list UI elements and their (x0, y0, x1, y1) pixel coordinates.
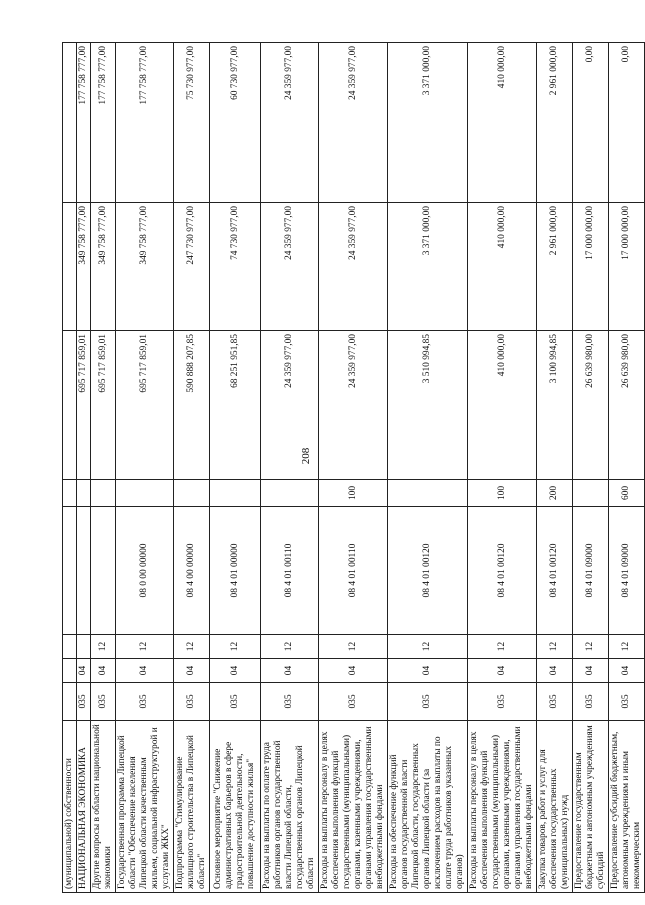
row-amount-year-1: 410 000,00 (468, 331, 537, 480)
row-subsection-code: 12 (261, 635, 319, 659)
row-section-code: 04 (116, 659, 174, 683)
row-target-article: 08 4 01 00110 (261, 507, 319, 635)
row-amount-year-2: 24 359 977,00 (319, 203, 388, 331)
row-expense-type (63, 480, 77, 507)
row-name: Расходы на выплаты персоналу в целях обеспечения выполнения функций государственными (муниципальными) органами, казенными учреждениями, органами управления государственными внебюджетными фондами (468, 721, 537, 893)
row-section-code: 04 (77, 659, 91, 683)
budget-table (62, 42, 645, 893)
row-amount-year-3: 177 758 777,00 (77, 43, 91, 203)
row-expense-type (77, 480, 91, 507)
row-expense-type (388, 480, 468, 507)
row-amount-year-3: 0,00 (573, 43, 609, 203)
row-amount-year-3: 75 730 977,00 (174, 43, 210, 203)
row-section-code: 04 (261, 659, 319, 683)
row-expense-type (261, 480, 319, 507)
row-grbs-code: 035 (210, 683, 261, 721)
row-target-article (77, 507, 91, 635)
table-row (116, 43, 174, 893)
row-subsection-code: 12 (210, 635, 261, 659)
table-row (537, 43, 573, 893)
row-target-article: 08 4 01 00120 (468, 507, 537, 635)
row-name: Подпрограмма "Стимулирование жилищного строительства в Липецкой области" (174, 721, 210, 893)
row-amount-year-1: 24 359 977,00 (261, 331, 319, 480)
row-target-article: 08 4 01 00120 (537, 507, 573, 635)
row-amount-year-3: 177 758 777,00 (116, 43, 174, 203)
row-amount-year-2: 349 758 777,00 (116, 203, 174, 331)
table-row (210, 43, 261, 893)
row-name: (муниципальной) собственности (63, 721, 77, 893)
row-amount-year-1: 68 251 951,85 (210, 331, 261, 480)
row-amount-year-3: 177 758 777,00 (91, 43, 116, 203)
row-expense-type (573, 480, 609, 507)
row-subsection-code: 12 (388, 635, 468, 659)
row-target-article: 08 4 00 00000 (174, 507, 210, 635)
row-subsection-code (63, 635, 77, 659)
row-section-code: 04 (537, 659, 573, 683)
row-target-article: 08 0 00 00000 (116, 507, 174, 635)
row-amount-year-3: 0,00 (609, 43, 645, 203)
row-amount-year-1: 3 100 994,85 (537, 331, 573, 480)
row-target-article: 08 4 01 00000 (210, 507, 261, 635)
row-amount-year-1: 590 888 207,85 (174, 331, 210, 480)
row-name: Предоставление субсидий бюджетным, автономным учреждениям и иным некоммерческим (609, 721, 645, 893)
row-name: Расходы на выплаты по оплате труда работников органов государственной власти Липецкой области, государственных органов Липецкой области (261, 721, 319, 893)
row-expense-type (174, 480, 210, 507)
row-expense-type (210, 480, 261, 507)
row-section-code: 04 (609, 659, 645, 683)
row-amount-year-3: 2 961 000,00 (537, 43, 573, 203)
row-name: Другие вопросы в области национальной экономики (91, 721, 116, 893)
row-grbs-code: 035 (319, 683, 388, 721)
row-section-code: 04 (174, 659, 210, 683)
row-amount-year-3: 60 730 977,00 (210, 43, 261, 203)
row-target-article: 08 4 01 09000 (573, 507, 609, 635)
row-section-code: 04 (91, 659, 116, 683)
row-section-code (63, 659, 77, 683)
table-row (63, 43, 77, 893)
row-amount-year-2: 17 000 000,00 (573, 203, 609, 331)
row-grbs-code: 035 (261, 683, 319, 721)
row-subsection-code: 12 (116, 635, 174, 659)
row-subsection-code: 12 (609, 635, 645, 659)
row-amount-year-2: 349 758 777,00 (91, 203, 116, 331)
row-subsection-code: 12 (468, 635, 537, 659)
row-subsection-code (77, 635, 91, 659)
table-row (319, 43, 388, 893)
row-grbs-code: 035 (91, 683, 116, 721)
budget-table-container (62, 43, 642, 893)
row-expense-type: 100 (468, 480, 537, 507)
table-row (388, 43, 468, 893)
row-amount-year-1: 26 639 980,00 (609, 331, 645, 480)
row-amount-year-3: 3 371 000,00 (388, 43, 468, 203)
row-grbs-code: 035 (388, 683, 468, 721)
row-section-code: 04 (468, 659, 537, 683)
row-name: Государственная программа Липецкой области "Обеспечение населения Липецкой области качественным жильем, социальной инфраструктурой и услугами ЖКХ" (116, 721, 174, 893)
row-amount-year-2: 247 730 977,00 (174, 203, 210, 331)
row-grbs-code: 035 (77, 683, 91, 721)
row-amount-year-1: 695 717 859,01 (116, 331, 174, 480)
row-amount-year-2: 349 758 777,00 (77, 203, 91, 331)
row-name: Закупка товаров, работ и услуг для обеспечения государственных (муниципальных) нужд (537, 721, 573, 893)
row-name: НАЦИОНАЛЬНАЯ ЭКОНОМИКА (77, 721, 91, 893)
row-amount-year-3 (63, 43, 77, 203)
row-name: Расходы на выплаты персоналу в целях обеспечения выполнения функций государственными (муниципальными) органами, казенными учреждениями, органами управления государственными внебюджетными фондами (319, 721, 388, 893)
row-expense-type: 600 (609, 480, 645, 507)
row-target-article: 08 4 01 09000 (609, 507, 645, 635)
row-grbs-code: 035 (609, 683, 645, 721)
row-subsection-code: 12 (537, 635, 573, 659)
row-amount-year-2: 17 000 000,00 (609, 203, 645, 331)
row-amount-year-3: 24 359 977,00 (319, 43, 388, 203)
table-row (573, 43, 609, 893)
table-row (174, 43, 210, 893)
row-section-code: 04 (319, 659, 388, 683)
row-section-code: 04 (210, 659, 261, 683)
row-subsection-code: 12 (573, 635, 609, 659)
row-amount-year-1: 24 359 977,00 (319, 331, 388, 480)
row-amount-year-2: 3 371 000,00 (388, 203, 468, 331)
row-amount-year-1: 695 717 859,01 (77, 331, 91, 480)
row-subsection-code: 12 (174, 635, 210, 659)
row-amount-year-2: 24 359 977,00 (261, 203, 319, 331)
row-expense-type: 200 (537, 480, 573, 507)
row-name: Предоставление государственным бюджетным и автономным учреждениям субсидий (573, 721, 609, 893)
row-grbs-code (63, 683, 77, 721)
row-amount-year-1: 26 639 980,00 (573, 331, 609, 480)
row-amount-year-1: 3 510 994,85 (388, 331, 468, 480)
table-row (609, 43, 645, 893)
row-grbs-code: 035 (537, 683, 573, 721)
row-expense-type (91, 480, 116, 507)
row-name: Основное мероприятие "Снижение административных барьеров в сфере градостроительной деятельности, повышение доступности жилья" (210, 721, 261, 893)
row-amount-year-3: 24 359 977,00 (261, 43, 319, 203)
row-amount-year-2: 2 961 000,00 (537, 203, 573, 331)
row-amount-year-2: 74 730 977,00 (210, 203, 261, 331)
table-row (468, 43, 537, 893)
table-row (261, 43, 319, 893)
row-grbs-code: 035 (468, 683, 537, 721)
table-row (77, 43, 91, 893)
row-amount-year-3: 410 000,00 (468, 43, 537, 203)
row-grbs-code: 035 (174, 683, 210, 721)
page-number: 208 (300, 447, 312, 465)
row-section-code: 04 (388, 659, 468, 683)
row-section-code: 04 (573, 659, 609, 683)
row-expense-type: 100 (319, 480, 388, 507)
table-row (91, 43, 116, 893)
row-amount-year-2: 410 000,00 (468, 203, 537, 331)
row-target-article: 08 4 01 00120 (388, 507, 468, 635)
row-target-article (63, 507, 77, 635)
row-amount-year-2 (63, 203, 77, 331)
row-name: Расходы на обеспечение функций органов государственной власти Липецкой области, государственных органов Липецкой области (за исключением расходов на выплаты по оплате труда работников указанных органов) (388, 721, 468, 893)
row-grbs-code: 035 (116, 683, 174, 721)
row-target-article (91, 507, 116, 635)
row-subsection-code: 12 (91, 635, 116, 659)
row-subsection-code: 12 (319, 635, 388, 659)
budget-table-body (63, 43, 645, 893)
row-target-article: 08 4 01 00110 (319, 507, 388, 635)
row-expense-type (116, 480, 174, 507)
row-amount-year-1: 695 717 859,01 (91, 331, 116, 480)
row-grbs-code: 035 (573, 683, 609, 721)
row-amount-year-1 (63, 331, 77, 480)
